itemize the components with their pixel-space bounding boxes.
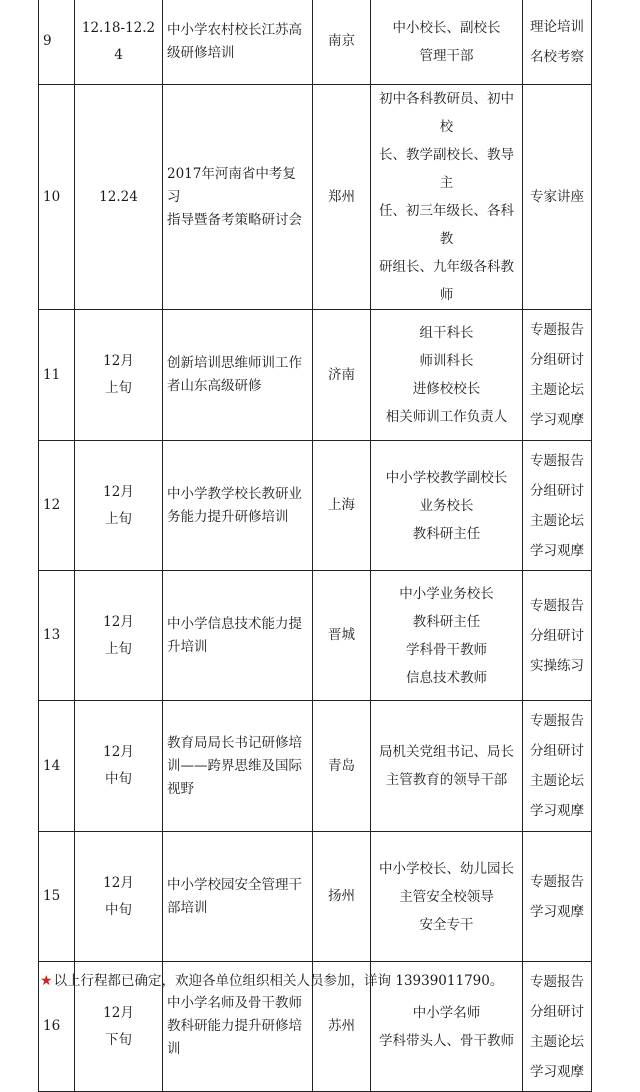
row-training-form: 专题报告 分组研讨 主题论坛 学习观摩 <box>523 441 592 571</box>
row-target-audience: 局机关党组书记、局长 主管教育的领导干部 <box>371 701 523 832</box>
row-date: 12月 中旬 <box>75 832 163 962</box>
row-course-name: 创新培训思维师训工作 者山东高级研修 <box>163 310 313 441</box>
row-number: 15 <box>39 832 75 962</box>
row-number: 14 <box>39 701 75 832</box>
star-icon: ★ <box>40 973 53 989</box>
row-date: 12月 中旬 <box>75 701 163 832</box>
row-training-form: 专题报告 分组研讨 主题论坛 学习观摩 <box>523 962 592 1092</box>
row-city: 济南 <box>313 310 371 441</box>
training-schedule-table <box>38 0 592 1092</box>
table-row <box>39 0 592 85</box>
row-training-form: 专题报告 分组研讨 实操练习 <box>523 571 592 701</box>
row-date: 12月 上旬 <box>75 571 163 701</box>
row-course-name: 中小学名师及骨干教师 教科研能力提升研修培 训 <box>163 962 313 1092</box>
row-number: 10 <box>39 85 75 310</box>
row-city: 苏州 <box>313 962 371 1092</box>
row-course-name: 2017年河南省中考复习 指导暨备考策略研讨会 <box>163 85 313 310</box>
row-number: 16 <box>39 962 75 1092</box>
row-date: 12.18-12.24 <box>75 0 163 85</box>
row-city: 青岛 <box>313 701 371 832</box>
footer-note <box>40 972 503 990</box>
row-target-audience: 组干科长 师训科长 进修校校长 相关师训工作负责人 <box>371 310 523 441</box>
table-row <box>39 85 592 310</box>
row-course-name: 中小学农村校长江苏高 级研修培训 <box>163 0 313 85</box>
row-number: 11 <box>39 310 75 441</box>
row-city: 上海 <box>313 441 371 571</box>
row-date: 12月 下旬 <box>75 962 163 1092</box>
row-target-audience: 中小学业务校长 教科研主任 学科骨干教师 信息技术教师 <box>371 571 523 701</box>
row-target-audience: 中小学校教学副校长 业务校长 教科研主任 <box>371 441 523 571</box>
footer-note-text: 以上行程都已确定，欢迎各单位组织相关人员参加，详询 13939011790。 <box>53 973 504 989</box>
table-row <box>39 832 592 962</box>
row-number: 9 <box>39 0 75 85</box>
row-city: 晋城 <box>313 571 371 701</box>
table-row <box>39 441 592 571</box>
schedule-table-body <box>39 0 592 1092</box>
row-target-audience: 初中各科教研员、初中校 长、教学副校长、教导主 任、初三年级长、各科教 研组长、九年级各科教师 <box>371 85 523 310</box>
row-training-form: 专题报告 学习观摩 <box>523 832 592 962</box>
row-date: 12.24 <box>75 85 163 310</box>
row-date: 12月 上旬 <box>75 441 163 571</box>
row-city: 扬州 <box>313 832 371 962</box>
row-target-audience: 中小学校长、幼儿园长 主管安全校领导 安全专干 <box>371 832 523 962</box>
table-row <box>39 571 592 701</box>
row-course-name: 中小学教学校长教研业 务能力提升研修培训 <box>163 441 313 571</box>
row-course-name: 中小学信息技术能力提 升培训 <box>163 571 313 701</box>
row-training-form: 专题报告 分组研讨 主题论坛 学习观摩 <box>523 310 592 441</box>
row-training-form: 理论培训 名校考察 <box>523 0 592 85</box>
row-course-name: 中小学校园安全管理干 部培训 <box>163 832 313 962</box>
row-target-audience: 中小校长、副校长 管理干部 <box>371 0 523 85</box>
row-city: 郑州 <box>313 85 371 310</box>
table-row <box>39 310 592 441</box>
row-number: 13 <box>39 571 75 701</box>
row-city: 南京 <box>313 0 371 85</box>
table-row <box>39 701 592 832</box>
row-date: 12月 上旬 <box>75 310 163 441</box>
row-number: 12 <box>39 441 75 571</box>
row-training-form: 专家讲座 <box>523 85 592 310</box>
row-course-name: 教育局局长书记研修培 训——跨界思维及国际 视野 <box>163 701 313 832</box>
row-training-form: 专题报告 分组研讨 主题论坛 学习观摩 <box>523 701 592 832</box>
row-target-audience: 中小学名师 学科带头人、骨干教师 <box>371 962 523 1092</box>
